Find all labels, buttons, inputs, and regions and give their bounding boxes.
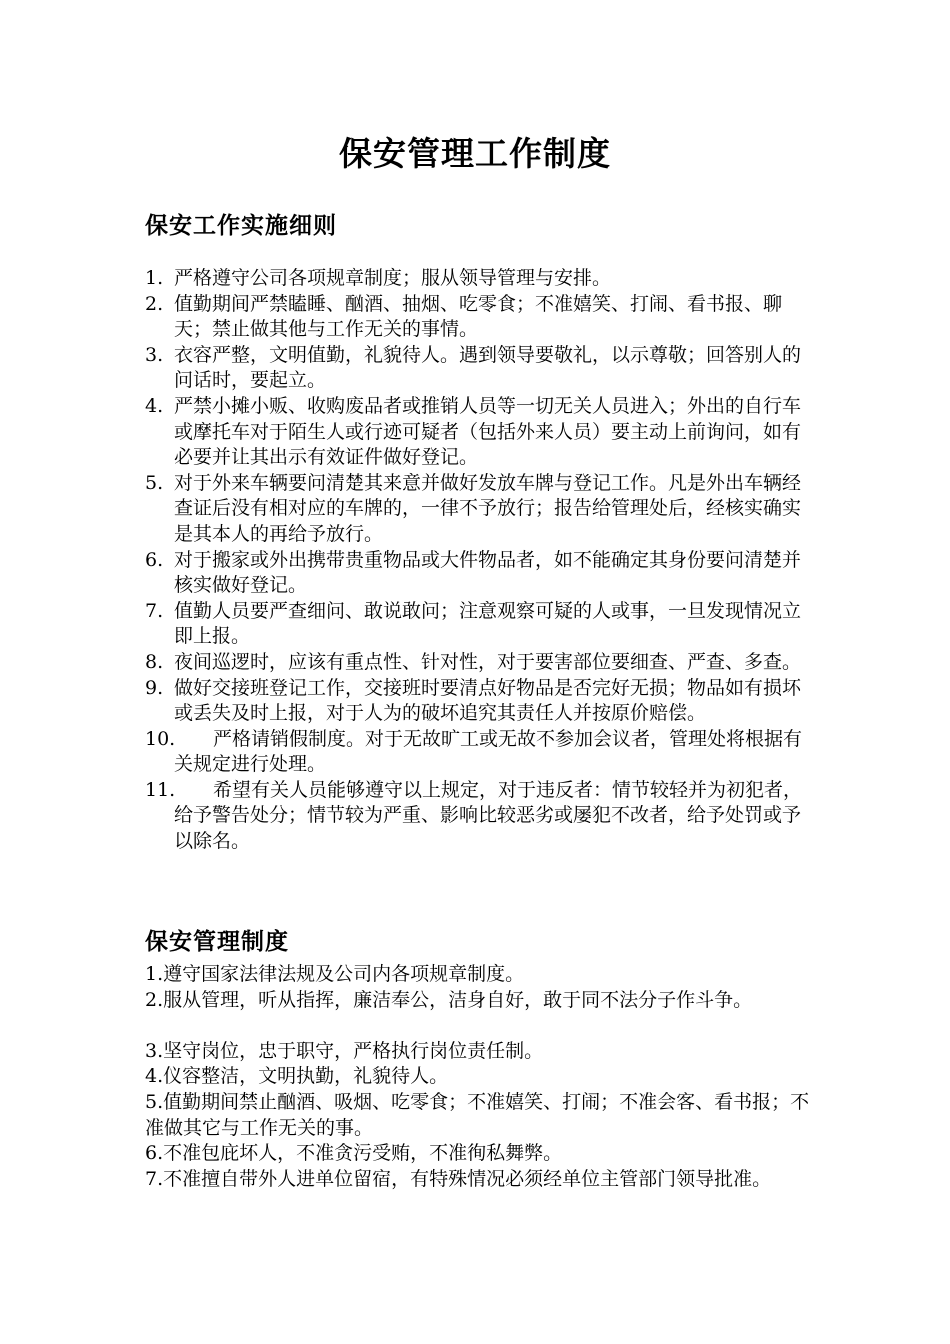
- list-item-number: 2.: [145, 292, 164, 315]
- list-item-text: 做好交接班登记工作，交接班时要清点好物品是否完好无损；物品如有损坏或丢失及时上报，对于人为的破坏追究其责任人并按原价赔偿。: [174, 676, 802, 725]
- list-item-text: 希望有关人员能够遵守以上规定，对于违反者：情节较轻并为初犯者，给予警告处分；情节较为严重、影响比较恶劣或屡犯不改者，给予处罚或予以除名。: [174, 778, 803, 853]
- implementation-rules-list: [145, 266, 815, 855]
- list-item: [145, 548, 815, 599]
- list-item-number: 7.: [145, 599, 164, 622]
- list-item: [145, 292, 815, 343]
- list-item: [145, 599, 815, 650]
- list-item-number: 3.: [145, 343, 164, 366]
- list-item-text: 值勤人员要严查细问、敢说敢问；注意观察可疑的人或事，一旦发现情况立即上报。: [174, 599, 802, 648]
- list-item-number: 1.: [145, 267, 164, 289]
- list-item: [145, 727, 815, 778]
- list-item-text: 对于外来车辆要问清楚其来意并做好发放车牌与登记工作。凡是外出车辆经查证后没有相对应的车牌的，一律不予放行；报告给管理处后，经核实确实是其本人的再给予放行。: [174, 471, 802, 545]
- list-item: 7.不准擅自带外人进单位留宿，有特殊情况必须经单位主管部门领导批准。: [145, 1167, 772, 1190]
- list-item-number: 5.: [145, 471, 164, 494]
- list-item: 6.不准包庇坏人，不准贪污受贿，不准徇私舞弊。: [145, 1142, 563, 1165]
- list-item: 1.遵守国家法律法规及公司内各项规章制度。: [145, 963, 525, 985]
- list-item-text: 对于搬家或外出携带贵重物品或大件物品者，如不能确定其身份要问清楚并核实做好登记。: [174, 548, 802, 597]
- list-item-number: 10.: [145, 727, 176, 750]
- list-item: [145, 778, 815, 855]
- list-item-text: 严禁小摊小贩、收购废品者或推销人员等一切无关人员进入；外出的自行车或摩托车对于陌生人或行迹可疑者（包括外来人员）要主动上前询问，如有必要并让其出示有效证件做好登记。: [174, 394, 802, 469]
- section-heading-security-management: 保安管理制度: [145, 928, 289, 955]
- section-heading-implementation-rules: 保安工作实施细则: [145, 212, 337, 239]
- list-item: [145, 471, 815, 548]
- list-item-text: 夜间巡逻时，应该有重点性、针对性，对于要害部位要细查、严查、多查。: [174, 650, 802, 673]
- document-title: 保安管理工作制度: [339, 134, 611, 173]
- list-item-number: 11.: [145, 778, 176, 801]
- list-item: [145, 343, 815, 394]
- security-management-list: [145, 962, 825, 1192]
- list-item-number: 9.: [145, 676, 164, 699]
- list-item-text: 衣容严整，文明值勤，礼貌待人。遇到领导要敬礼，以示尊敬；回答别人的问话时，要起立。: [174, 343, 802, 392]
- list-item-text: 严格请销假制度。对于无故旷工或无故不参加会议者，管理处将根据有关规定进行处理。: [174, 727, 803, 776]
- list-item: 4.仪容整洁，文明执勤，礼貌待人。: [145, 1065, 449, 1088]
- list-item: 5.值勤期间禁止酗酒、吸烟、吃零食；不准嬉笑、打闹；不准会客、看书报；不准做其它与工作无关的事。: [145, 1090, 810, 1139]
- list-item-text: 严格遵守公司各项规章制度；服从领导管理与安排。: [174, 267, 612, 289]
- list-item: [145, 676, 815, 727]
- list-item: [145, 394, 815, 471]
- list-item: 2.服从管理，听从指挥，廉洁奉公，洁身自好，敢于同不法分子作斗争。: [145, 988, 753, 1011]
- list-item-number: 8.: [145, 650, 164, 673]
- list-item-number: 6.: [145, 548, 164, 571]
- list-item-number: 4.: [145, 394, 164, 417]
- list-item: 3.坚守岗位，忠于职守，严格执行岗位责任制。: [145, 1039, 544, 1062]
- list-item: [145, 650, 815, 676]
- list-item: [145, 266, 815, 292]
- list-item-text: 值勤期间严禁瞌睡、酗酒、抽烟、吃零食；不准嬉笑、打闹、看书报、聊天；禁止做其他与工作无关的事情。: [174, 292, 783, 341]
